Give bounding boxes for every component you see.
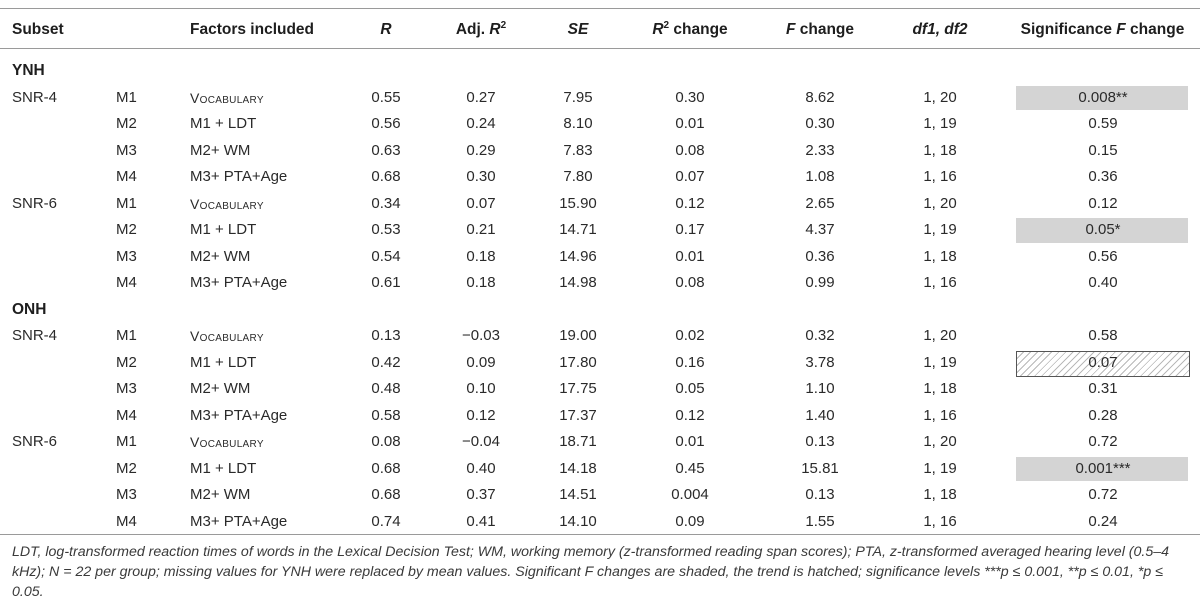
cell-model: M4 bbox=[116, 512, 137, 530]
cell-df: 1, 20 bbox=[923, 327, 957, 344]
cell-model: M2 bbox=[116, 459, 137, 477]
cell-model: M3 bbox=[116, 141, 137, 159]
cell-sig: 0.001*** bbox=[1075, 459, 1131, 477]
header-r2c-suffix: change bbox=[669, 21, 728, 38]
subset-label: SNR-6 bbox=[12, 433, 58, 450]
cell-factors: Vocabulary bbox=[190, 89, 264, 106]
cell-r: 0.63 bbox=[371, 141, 401, 159]
header-f-change bbox=[770, 21, 870, 39]
cell-df: 1, 16 bbox=[923, 274, 957, 291]
cell-factors: M1 + LDT bbox=[190, 353, 257, 371]
cell-model: M2 bbox=[116, 115, 137, 132]
cell-se: 18.71 bbox=[559, 433, 597, 450]
cell-df: 1, 16 bbox=[923, 168, 957, 185]
cell-adj: 0.18 bbox=[466, 274, 496, 291]
header-sig-prefix: Significance bbox=[1020, 21, 1117, 38]
cell-r2c: 0.12 bbox=[675, 406, 705, 424]
header-sig-suffix: change bbox=[1125, 21, 1185, 38]
cell-r: 0.61 bbox=[371, 274, 401, 291]
cell-factors: M3+ PTA+Age bbox=[190, 274, 288, 291]
cell-sig: 0.05* bbox=[1085, 221, 1121, 238]
cell-r: 0.68 bbox=[371, 168, 401, 185]
cell-adj: 0.10 bbox=[466, 380, 496, 397]
cell-r2c: 0.12 bbox=[675, 194, 705, 212]
cell-df: 1, 18 bbox=[923, 380, 957, 397]
cell-r: 0.55 bbox=[371, 88, 401, 106]
cell-factors: M2+ WM bbox=[190, 141, 251, 159]
cell-adj: 0.37 bbox=[466, 486, 496, 503]
cell-r2c: 0.30 bbox=[675, 88, 705, 106]
header-fc-var: F bbox=[785, 21, 796, 38]
cell-r2c: 0.09 bbox=[675, 512, 705, 530]
cell-r2c: 0.01 bbox=[675, 115, 705, 132]
cell-adj: 0.40 bbox=[466, 459, 496, 477]
cell-fc: 0.13 bbox=[805, 486, 835, 503]
cell-sig: 0.72 bbox=[1088, 486, 1118, 503]
cell-factors: Vocabulary bbox=[190, 195, 264, 212]
cell-factors: M2+ WM bbox=[190, 486, 251, 503]
cell-r: 0.68 bbox=[371, 486, 401, 503]
cell-fc: 0.99 bbox=[805, 274, 835, 291]
cell-adj: −0.03 bbox=[462, 327, 500, 344]
cell-df: 1, 20 bbox=[923, 433, 957, 450]
cell-df: 1, 16 bbox=[923, 512, 957, 530]
cell-adj: 0.21 bbox=[466, 221, 496, 238]
cell-df: 1, 19 bbox=[923, 115, 957, 132]
subset-label: SNR-4 bbox=[12, 327, 58, 344]
cell-se: 15.90 bbox=[559, 194, 597, 212]
cell-adj: 0.18 bbox=[466, 247, 496, 265]
header-adj-var: R bbox=[489, 21, 501, 38]
cell-fc: 1.10 bbox=[805, 380, 835, 397]
cell-model: M2 bbox=[116, 353, 137, 371]
cell-df: 1, 18 bbox=[923, 486, 957, 503]
cell-model: M3 bbox=[116, 486, 137, 503]
cell-sig: 0.15 bbox=[1088, 141, 1118, 159]
cell-factors: M3+ PTA+Age bbox=[190, 168, 288, 185]
cell-df: 1, 19 bbox=[923, 221, 957, 238]
header-adj-prefix: Adj. bbox=[455, 21, 490, 38]
header-factors: Factors included bbox=[190, 21, 315, 38]
cell-sig: 0.28 bbox=[1088, 406, 1118, 424]
cell-fc: 2.65 bbox=[805, 194, 835, 212]
cell-model: M3 bbox=[116, 380, 137, 397]
cell-se: 7.83 bbox=[563, 141, 593, 159]
cell-adj: 0.41 bbox=[466, 512, 496, 530]
cell-sig: 0.12 bbox=[1088, 194, 1118, 212]
group-label: YNH bbox=[12, 62, 45, 79]
cell-fc: 2.33 bbox=[805, 141, 835, 159]
cell-r: 0.54 bbox=[371, 247, 401, 265]
cell-r: 0.08 bbox=[371, 433, 401, 450]
header-r2-change bbox=[635, 21, 745, 39]
cell-fc: 1.55 bbox=[805, 512, 835, 530]
header-adj-sup: 2 bbox=[500, 19, 507, 31]
cell-df: 1, 20 bbox=[923, 194, 957, 212]
cell-adj: 0.09 bbox=[466, 353, 496, 371]
cell-model: M3 bbox=[116, 247, 137, 265]
cell-df: 1, 16 bbox=[923, 406, 957, 424]
cell-factors: M1 + LDT bbox=[190, 459, 257, 477]
cell-factors: M3+ PTA+Age bbox=[190, 406, 288, 424]
cell-se: 19.00 bbox=[559, 327, 597, 344]
header-r: R bbox=[380, 21, 392, 38]
cell-factors: M3+ PTA+Age bbox=[190, 512, 288, 530]
cell-model: M1 bbox=[116, 433, 137, 450]
header-subset: Subset bbox=[12, 21, 64, 38]
cell-r2c: 0.01 bbox=[675, 433, 705, 450]
subset-label: SNR-4 bbox=[12, 88, 58, 106]
cell-fc: 3.78 bbox=[805, 353, 835, 371]
cell-se: 17.37 bbox=[559, 406, 597, 424]
cell-fc: 0.32 bbox=[805, 327, 835, 344]
cell-se: 7.80 bbox=[563, 168, 593, 185]
cell-se: 7.95 bbox=[563, 88, 593, 106]
cell-r2c: 0.17 bbox=[675, 221, 705, 238]
cell-factors: Vocabulary bbox=[190, 328, 264, 344]
cell-fc: 4.37 bbox=[805, 221, 835, 238]
cell-adj: −0.04 bbox=[462, 433, 500, 450]
cell-r2c: 0.16 bbox=[675, 353, 705, 371]
cell-df: 1, 18 bbox=[923, 247, 957, 265]
header-se: SE bbox=[567, 21, 589, 38]
cell-se: 14.71 bbox=[559, 221, 597, 238]
header-rule bbox=[0, 48, 1200, 49]
cell-factors: M2+ WM bbox=[190, 380, 251, 397]
cell-factors: M1 + LDT bbox=[190, 115, 257, 132]
cell-model: M4 bbox=[116, 168, 137, 185]
subset-label: SNR-6 bbox=[12, 194, 58, 212]
cell-adj: 0.12 bbox=[466, 406, 496, 424]
cell-se: 8.10 bbox=[563, 115, 593, 132]
cell-r2c: 0.45 bbox=[675, 459, 705, 477]
cell-sig: 0.40 bbox=[1088, 274, 1118, 291]
cell-r2c: 0.07 bbox=[675, 168, 705, 185]
header-df: df1, df2 bbox=[912, 21, 968, 38]
cell-se: 14.18 bbox=[559, 459, 597, 477]
top-rule bbox=[0, 8, 1200, 9]
cell-r: 0.74 bbox=[371, 512, 401, 530]
cell-adj: 0.07 bbox=[466, 194, 496, 212]
cell-r2c: 0.004 bbox=[671, 486, 709, 503]
cell-r2c: 0.01 bbox=[675, 247, 705, 265]
cell-sig: 0.24 bbox=[1088, 512, 1118, 530]
header-r2c-sup: 2 bbox=[663, 19, 670, 31]
cell-model: M4 bbox=[116, 274, 137, 291]
cell-r2c: 0.08 bbox=[675, 274, 705, 291]
cell-model: M4 bbox=[116, 406, 137, 424]
cell-sig: 0.07 bbox=[1088, 353, 1118, 371]
cell-r2c: 0.02 bbox=[675, 327, 705, 344]
cell-se: 14.98 bbox=[559, 274, 597, 291]
cell-sig: 0.36 bbox=[1088, 168, 1118, 185]
cell-r: 0.42 bbox=[371, 353, 401, 371]
cell-factors: M1 + LDT bbox=[190, 221, 257, 238]
cell-model: M2 bbox=[116, 221, 137, 238]
cell-df: 1, 18 bbox=[923, 141, 957, 159]
cell-adj: 0.27 bbox=[466, 88, 496, 106]
cell-factors: M2+ WM bbox=[190, 247, 251, 265]
cell-fc: 0.36 bbox=[805, 247, 835, 265]
cell-fc: 1.08 bbox=[805, 168, 835, 185]
cell-se: 14.51 bbox=[559, 486, 597, 503]
cell-fc: 0.30 bbox=[805, 115, 835, 132]
cell-r2c: 0.05 bbox=[675, 380, 705, 397]
header-significance bbox=[1010, 21, 1195, 39]
cell-r: 0.53 bbox=[371, 221, 401, 238]
cell-fc: 1.40 bbox=[805, 406, 835, 424]
bottom-rule bbox=[0, 534, 1200, 535]
cell-sig: 0.59 bbox=[1088, 115, 1118, 132]
cell-sig: 0.56 bbox=[1088, 247, 1118, 265]
cell-model: M1 bbox=[116, 88, 137, 106]
cell-r: 0.34 bbox=[371, 194, 401, 212]
cell-r: 0.68 bbox=[371, 459, 401, 477]
cell-adj: 0.29 bbox=[466, 141, 496, 159]
header-fc-suffix: change bbox=[795, 21, 855, 38]
cell-adj: 0.30 bbox=[466, 168, 496, 185]
cell-sig: 0.72 bbox=[1088, 433, 1118, 450]
cell-sig: 0.008** bbox=[1078, 88, 1128, 106]
cell-se: 17.75 bbox=[559, 380, 597, 397]
cell-factors: Vocabulary bbox=[190, 434, 264, 450]
cell-se: 17.80 bbox=[559, 353, 597, 371]
cell-sig: 0.58 bbox=[1088, 327, 1118, 344]
cell-model: M1 bbox=[116, 194, 137, 212]
cell-df: 1, 19 bbox=[923, 353, 957, 371]
cell-r: 0.58 bbox=[371, 406, 401, 424]
cell-adj: 0.24 bbox=[466, 115, 496, 132]
cell-r: 0.13 bbox=[371, 327, 401, 344]
cell-df: 1, 20 bbox=[923, 88, 957, 106]
cell-sig: 0.31 bbox=[1088, 380, 1118, 397]
cell-df: 1, 19 bbox=[923, 459, 957, 477]
header-adj-r2 bbox=[436, 21, 526, 39]
cell-se: 14.96 bbox=[559, 247, 597, 265]
cell-se: 14.10 bbox=[559, 512, 597, 530]
cell-fc: 15.81 bbox=[801, 459, 839, 477]
header-r2c-var: R bbox=[652, 21, 664, 38]
cell-model: M1 bbox=[116, 327, 137, 344]
cell-fc: 8.62 bbox=[805, 88, 835, 106]
cell-r: 0.48 bbox=[371, 380, 401, 397]
header-sig-var: F bbox=[1116, 21, 1126, 38]
cell-r: 0.56 bbox=[371, 115, 401, 132]
cell-fc: 0.13 bbox=[805, 433, 835, 450]
group-label: ONH bbox=[12, 300, 47, 318]
table-footnote: LDT, log-transformed reaction times of words in the Lexical Decision Test; WM, working memory (z-transformed reading span scores); PTA, z-transformed averaged hearing level (0.5–4 kHz); N = 22 per group; missing values for YNH were replaced by mean values. Significant F changes are shaded, the trend is hatched; significance levels ***p ≤ 0.001, **p ≤ 0.01, *p ≤ 0.05. bbox=[12, 544, 1170, 600]
cell-r2c: 0.08 bbox=[675, 141, 705, 159]
